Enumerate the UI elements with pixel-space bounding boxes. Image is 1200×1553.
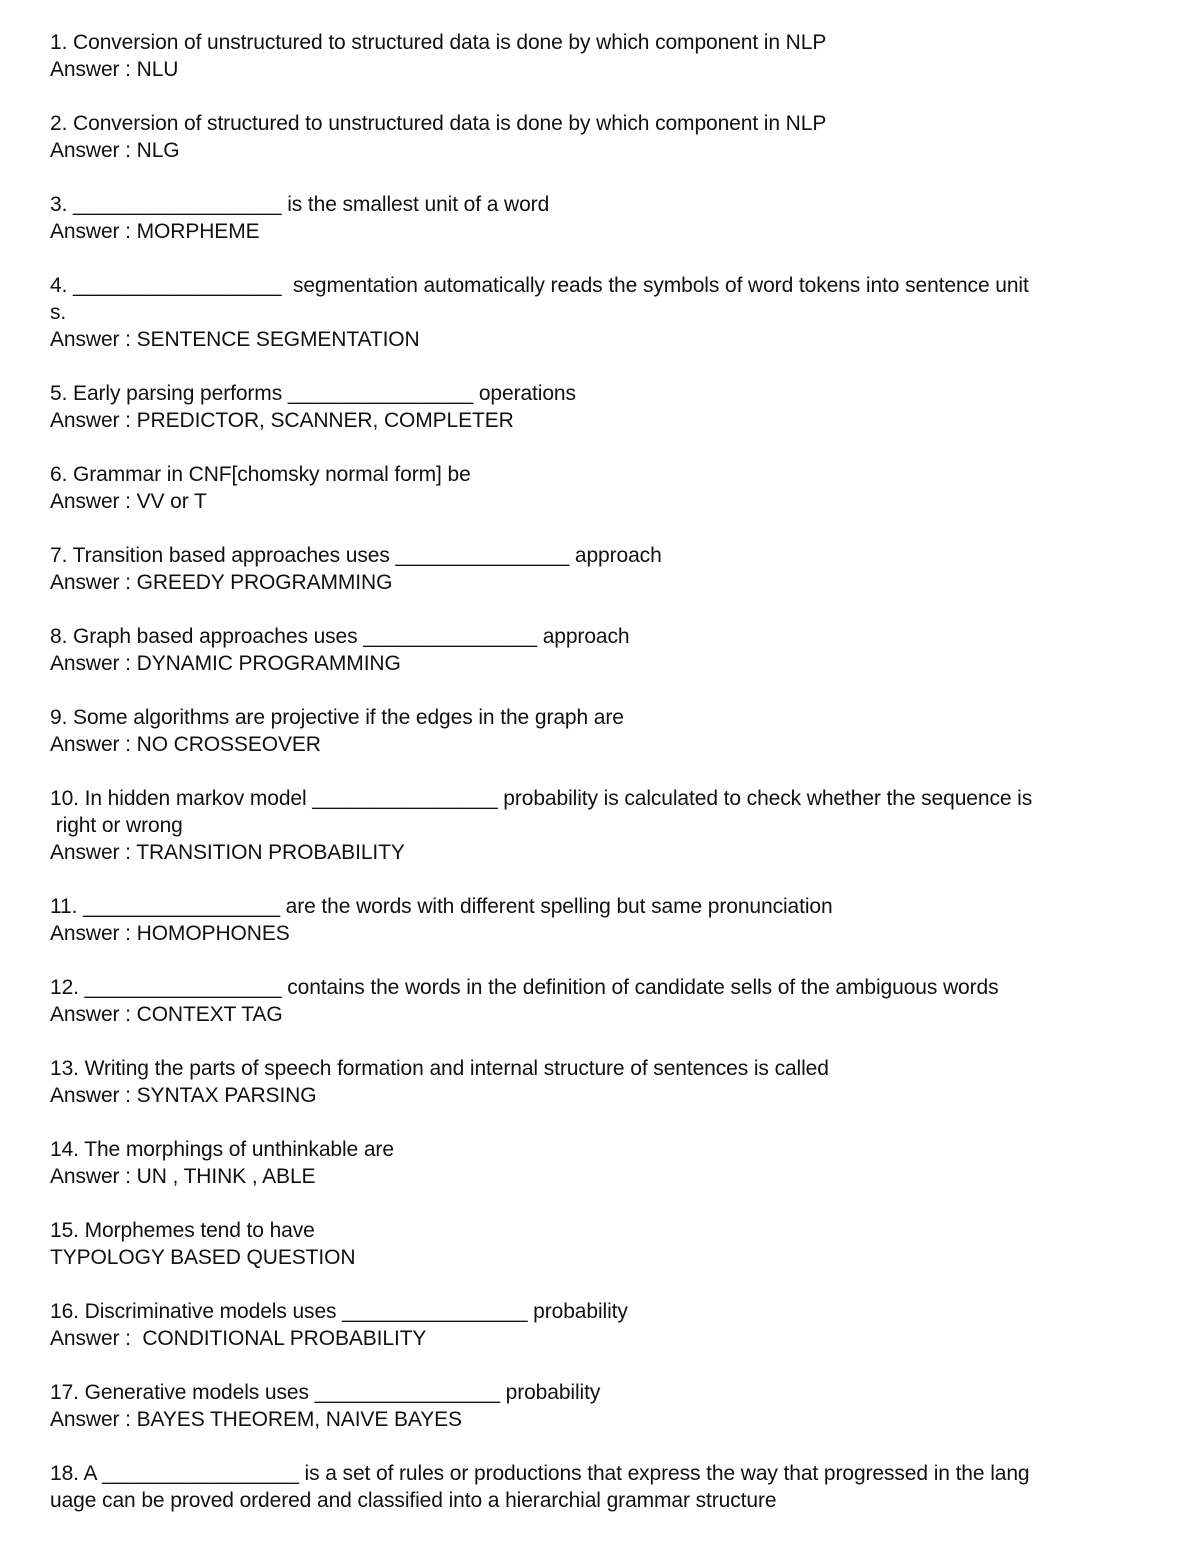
qa-item-8 [50,623,1160,677]
question-text: 17. Generative models uses ________________ probability [50,1381,601,1404]
answer-text: Answer : UN , THINK , ABLE [50,1165,316,1188]
qa-item-3 [50,191,1160,245]
qa-item-10 [50,785,1160,866]
answer-text: Answer : CONDITIONAL PROBABILITY [50,1327,427,1350]
question-text: 3. __________________ is the smallest unit of a word [50,193,550,216]
answer-text: Answer : NLU [50,58,179,81]
question-text: 10. In hidden markov model ________________ probability is calculated to check whether the sequence is right or wrong [50,787,1033,837]
question-text: 13. Writing the parts of speech formation and internal structure of sentences is called [50,1057,829,1080]
answer-text: TYPOLOGY BASED QUESTION [50,1246,356,1269]
qa-item-14 [50,1136,1160,1190]
qa-item-17 [50,1379,1160,1433]
question-text: 4. __________________ segmentation automatically reads the symbols of word tokens into sentence unit s. [50,274,1029,324]
answer-text: Answer : NLG [50,139,180,162]
qa-item-9 [50,704,1160,758]
qa-item-6 [50,461,1160,515]
question-text: 1. Conversion of unstructured to structured data is done by which component in NLP [50,31,827,54]
question-text: 16. Discriminative models uses ________________ probability [50,1300,628,1323]
question-text: 8. Graph based approaches uses _______________ approach [50,625,630,648]
answer-text: Answer : VV or T [50,490,207,513]
qa-item-4 [50,272,1160,353]
answer-text: Answer : GREEDY PROGRAMMING [50,571,393,594]
question-text: 6. Grammar in CNF[chomsky normal form] be [50,463,471,486]
answer-text: Answer : SYNTAX PARSING [50,1084,317,1107]
question-text: 9. Some algorithms are projective if the edges in the graph are [50,706,624,729]
answer-text: Answer : SENTENCE SEGMENTATION [50,328,420,351]
qa-item-5 [50,380,1160,434]
question-text: 14. The morphings of unthinkable are [50,1138,394,1161]
answer-text: Answer : TRANSITION PROBABILITY [50,841,405,864]
qa-item-13 [50,1055,1160,1109]
question-text: 15. Morphemes tend to have [50,1219,315,1242]
question-text: 11. _________________ are the words with different spelling but same pronunciation [50,895,833,918]
question-text: 5. Early parsing performs ________________ operations [50,382,576,405]
question-text: 7. Transition based approaches uses _______________ approach [50,544,662,567]
answer-text: Answer : NO CROSSEOVER [50,733,321,756]
answer-text: Answer : MORPHEME [50,220,260,243]
answer-text: Answer : BAYES THEOREM, NAIVE BAYES [50,1408,462,1431]
qa-item-7 [50,542,1160,596]
question-text: 18. A _________________ is a set of rules or productions that express the way that progressed in the lang uage can be proved ordered and classified into a hierarchial grammar structure [50,1462,1030,1512]
qa-item-11 [50,893,1160,947]
answer-text: Answer : CONTEXT TAG [50,1003,283,1026]
qa-item-15 [50,1217,1160,1271]
qa-item-2 [50,110,1160,164]
qa-item-12 [50,974,1160,1028]
answer-text: Answer : PREDICTOR, SCANNER, COMPLETER [50,409,514,432]
qa-item-16 [50,1298,1160,1352]
question-text: 12. _________________ contains the words in the definition of candidate sells of the ambiguous words [50,976,999,999]
qa-item-1 [50,29,1160,83]
answer-text: Answer : HOMOPHONES [50,922,290,945]
qa-item-18 [50,1460,1160,1514]
question-text: 2. Conversion of structured to unstructured data is done by which component in NLP [50,112,827,135]
answer-text: Answer : DYNAMIC PROGRAMMING [50,652,401,675]
